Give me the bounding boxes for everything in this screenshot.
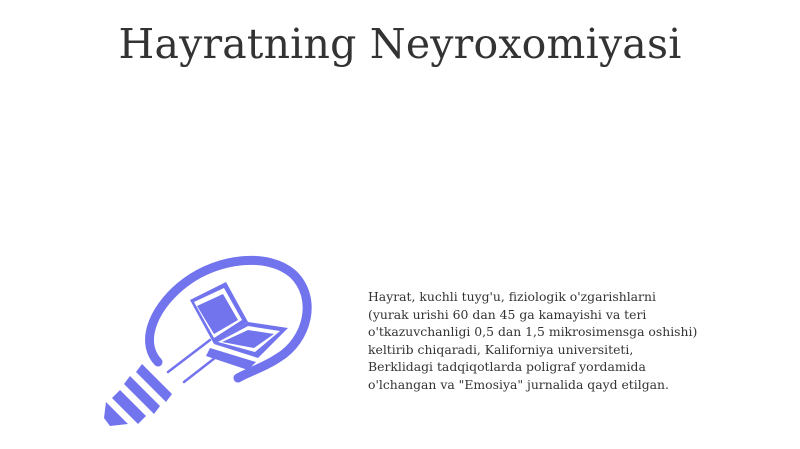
body-line: keltirib chiqaradi, Kaliforniya universiteti, <box>368 341 634 357</box>
body-line: o'tkazuvchanligi 0,5 dan 1,5 mikrosimensga oshishi) <box>368 324 698 340</box>
body-line: Berklidagi tadqiqotlarda poligraf yordamida <box>368 359 646 375</box>
body-line: o'lchangan va "Emosiya" jurnalida qayd etilgan. <box>368 376 669 392</box>
bulb-filament <box>168 340 220 382</box>
slide-title: Hayratning Neyroxomiyasi <box>118 20 682 68</box>
body-paragraph <box>368 288 768 394</box>
lightbulb-book-icon <box>98 252 318 428</box>
body-line: (yurak urishi 60 dan 45 ga kamayishi va teri <box>368 306 647 322</box>
bulb-base <box>104 364 172 426</box>
body-line: Hayrat, kuchli tuyg'u, fiziologik o'zgarishlarni <box>368 289 656 304</box>
